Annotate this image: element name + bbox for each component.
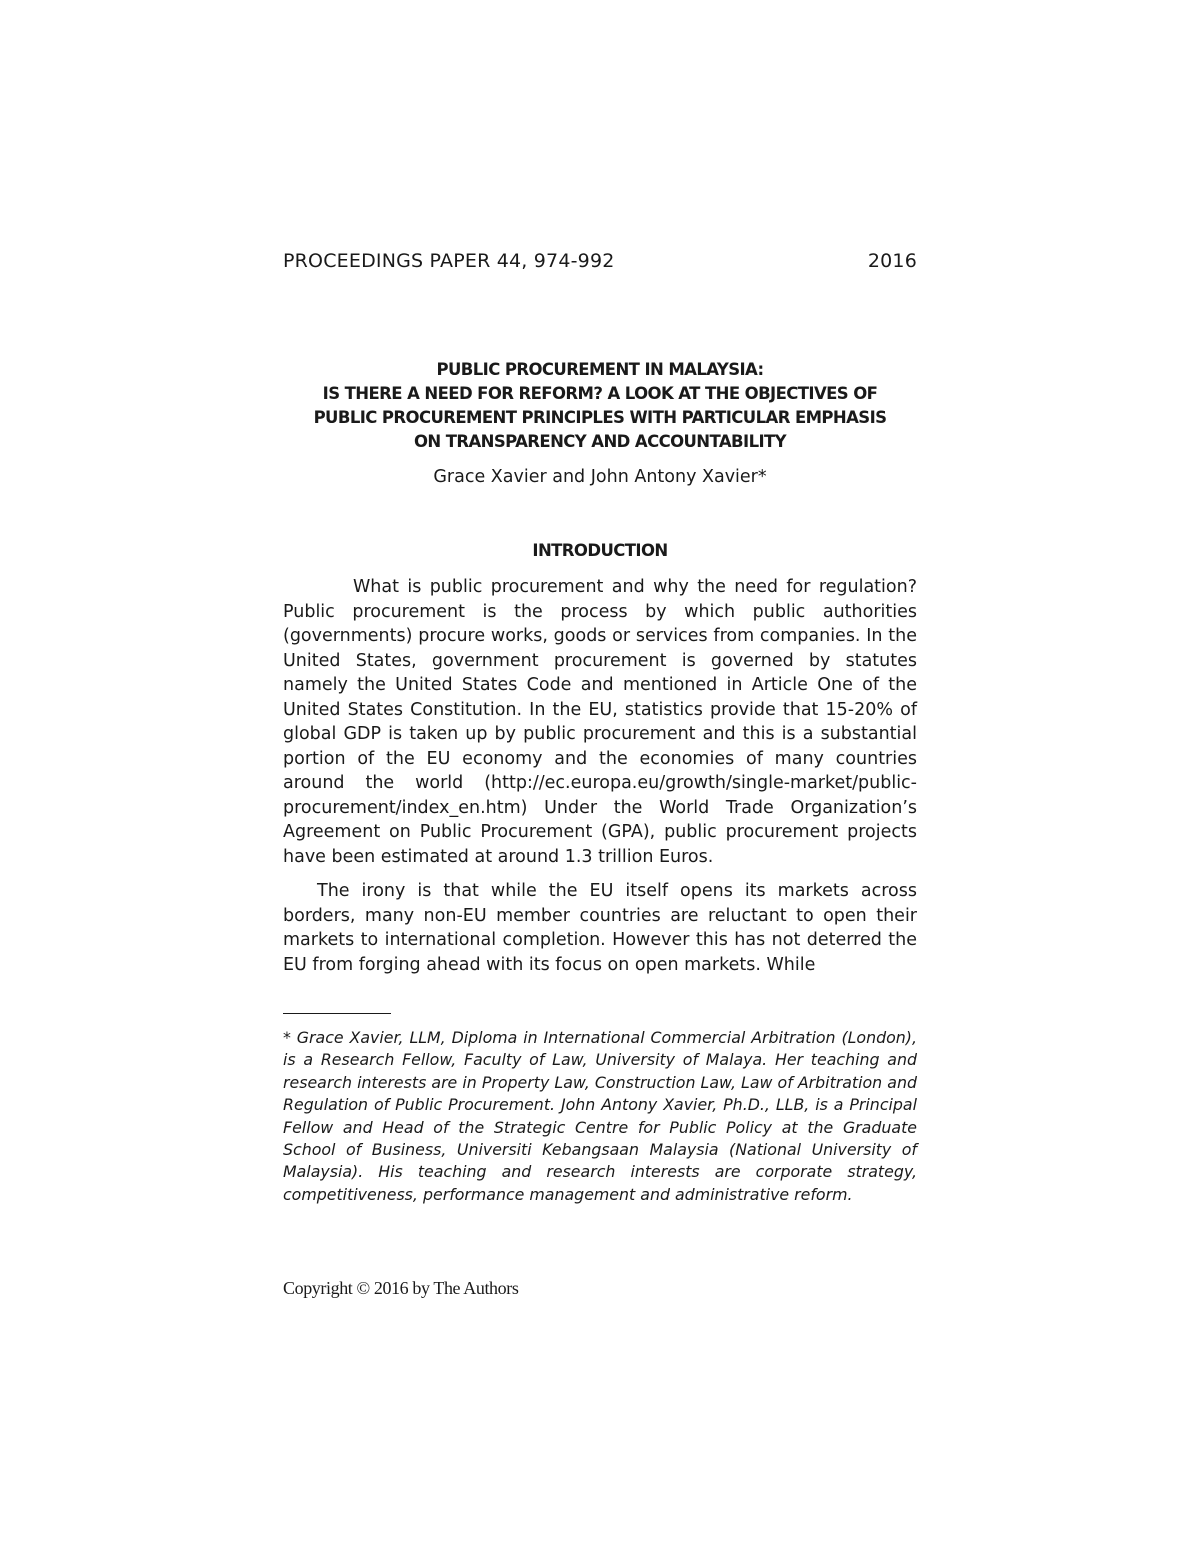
title-line: PUBLIC PROCUREMENT IN MALAYSIA:	[436, 360, 764, 379]
author-footnote: * Grace Xavier, LLM, Diploma in International Commercial Arbitration (London), is a Research Fellow, Faculty of Law, University of Malaya. Her teaching and research interests are in Property Law, Construction Law, Law of Arbitration and Regulation of Public Procurement. John Antony Xavier, Ph.D., LLB, is a Principal Fellow and Head of the Strategic Centre for Public Policy at the Graduate School of Business, Universiti Kebangsaan Malaysia (National University of Malaysia). His teaching and research interests are corporate strategy, competitiveness, performance management and administrative reform.	[283, 1028, 917, 1204]
copyright-notice: Copyright © 2016 by The Authors	[283, 1278, 519, 1298]
footnote-divider	[283, 1013, 391, 1014]
body-text	[283, 575, 917, 977]
paper-title	[263, 358, 937, 454]
section-heading: INTRODUCTION	[532, 541, 668, 560]
publication-year: 2016	[867, 250, 917, 272]
body-paragraph: What is public procurement and why the need for regulation? Public procurement is the process by which public authorities (governments) procure works, goods or services from companies. In the United States, government procurement is governed by statutes namely the United States Code and mentioned in Article One of the United States Constitution. In the EU, statistics provide that 15-20% of global GDP is taken up by public procurement and this is a substantial portion of the EU economy and the economies of many countries around the world (http://ec.europa.eu/growth/single-market/public-procurement/index_en.htm) Under the World Trade Organization’s Agreement on Public Procurement (GPA), public procurement projects have been estimated at around 1.3 trillion Euros.	[283, 577, 917, 867]
title-line: IS THERE A NEED FOR REFORM? A LOOK AT THE OBJECTIVES OF	[322, 384, 878, 403]
running-header	[283, 250, 917, 272]
paper-page	[283, 0, 917, 1553]
proceedings-reference: PROCEEDINGS PAPER 44, 974-992	[283, 250, 615, 272]
author-line: Grace Xavier and John Antony Xavier*	[433, 467, 767, 487]
title-line: PUBLIC PROCUREMENT PRINCIPLES WITH PARTICULAR EMPHASIS	[313, 408, 887, 427]
title-line: ON TRANSPARENCY AND ACCOUNTABILITY	[413, 432, 787, 451]
body-paragraph: The irony is that while the EU itself opens its markets across borders, many non-EU member countries are reluctant to open their markets to international completion. However this has not deterred the EU from forging ahead with its focus on open markets. While	[283, 881, 917, 975]
